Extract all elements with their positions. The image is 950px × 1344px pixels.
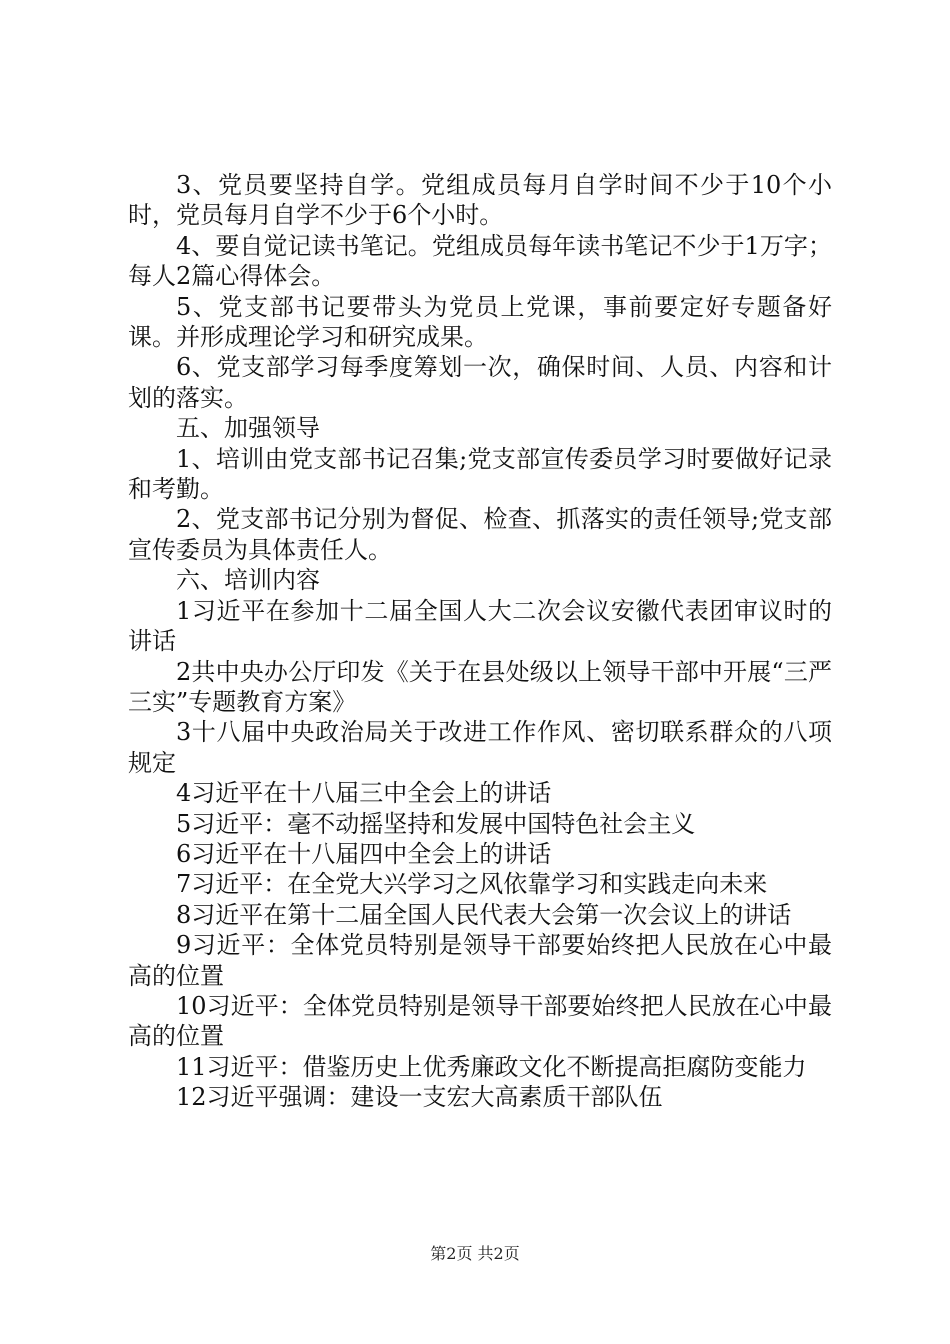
paragraph-reading-notes: 4、要自觉记读书笔记。党组成员每年读书笔记不少于1万字；每人2篇心得体会。 <box>128 231 832 291</box>
paragraph-quarterly-plan: 6、党支部学习每季度筹划一次，确保时间、人员、内容和计划的落实。 <box>128 353 832 412</box>
page-footer: 第2页 共2页 <box>430 1244 520 1263</box>
list-item: 1习近平在参加十二届全国人大二次会议安徽代表团审议时的讲话 <box>128 596 832 656</box>
list-item: 11习近平：借鉴历史上优秀廉政文化不断提高拒腐防变能力 <box>176 1052 807 1081</box>
list-item: 10习近平：全体党员特别是领导干部要始终把人民放在心中最高的位置 <box>128 991 832 1051</box>
paragraph-responsibility: 2、党支部书记分别为督促、检查、抓落实的责任领导;党支部宣传委员为具体责任人。 <box>128 505 832 564</box>
paragraph-self-study: 3、党员要坚持自学。党组成员每月自学时间不少于10个小时，党员每月自学不少于6个小时。 <box>128 171 832 230</box>
list-item: 7习近平：在全党大兴学习之风依靠学习和实践走向未来 <box>176 870 768 899</box>
section-heading-leadership: 五、加强领导 <box>176 414 320 443</box>
list-item: 5习近平：毫不动摇坚持和发展中国特色社会主义 <box>176 809 696 838</box>
list-item: 4习近平在十八届三中全会上的讲话 <box>176 779 552 808</box>
list-item: 3十八届中央政治局关于改进工作作风、密切联系群众的八项规定 <box>128 718 832 777</box>
paragraph-party-lecture: 5、党支部书记要带头为党员上党课，事前要定好专题备好课。并形成理论学习和研究成果。 <box>128 292 832 352</box>
list-item: 9习近平：全体党员特别是领导干部要始终把人民放在心中最高的位置 <box>128 931 832 990</box>
paragraph-convener: 1、培训由党支部书记召集;党支部宣传委员学习时要做好记录和考勤。 <box>128 444 832 504</box>
list-item: 12习近平强调：建设一支宏大高素质干部队伍 <box>176 1083 663 1112</box>
list-item: 2共中央办公厅印发《关于在县处级以上领导干部中开展“三严三实”专题教育方案》 <box>128 657 832 716</box>
list-item: 6习近平在十八届四中全会上的讲话 <box>176 839 552 868</box>
list-item: 8习近平在第十二届全国人民代表大会第一次会议上的讲话 <box>176 900 792 929</box>
document-body <box>128 170 832 1113</box>
section-heading-training-content: 六、培训内容 <box>176 566 320 595</box>
